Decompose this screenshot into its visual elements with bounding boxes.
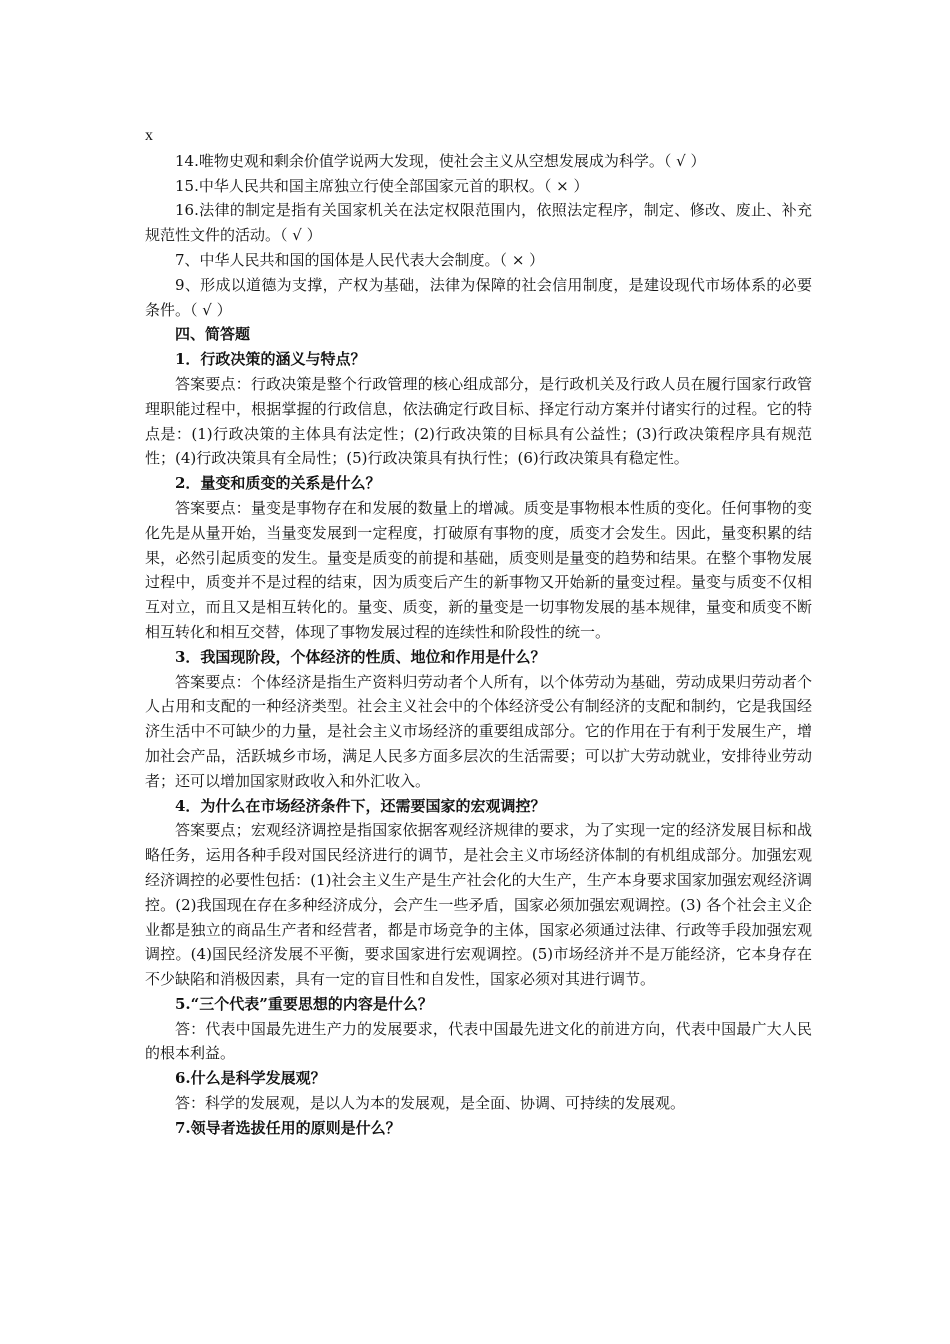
question-answer: 答案要点；宏观经济调控是指国家依据客观经济规律的要求，为了实现一定的经济发展目标和战略任务，运用各种手段对国民经济进行的调节，是社会主义市场经济体制的有机组成部分。加强宏观经济调控的必要性包括：(1)社会主义生产是生产社会化的大生产，生产本身要求国家加强宏观经济调控。(2)我国现在存在多种经济成分，会产生一些矛盾，国家必须加强宏观调控。(3) 各个社会主义企业都是独立的商品生产者和经营者，都是市场竞争的主体，国家必须通过法律、行政等手段加强宏观调控。(4)国民经济发展不平衡，要求国家进行宏观调控。(5)市场经济并不是万能经济，它本身存在不少缺陷和消极因素，具有一定的盲目性和自发性，国家必须对其进行调节。 xyxy=(145,821,812,989)
question-title: 3．我国现阶段，个体经济的性质、地位和作用是什么？ xyxy=(175,647,546,666)
true-false-item-7: 7、中华人民共和国的国体是人民代表大会制度。（ × ） xyxy=(175,250,545,269)
true-false-item-15: 15.中华人民共和国主席独立行使全部国家元首的职权。（ × ） xyxy=(175,176,589,195)
question-answer: 答案要点：量变是事物存在和发展的数量上的增减。质变是事物根本性质的变化。任何事物的变化先是从量开始，当量变发展到一定程度，打破原有事物的度，质变才会发生。因此，量变积累的结果，必然引起质变的发生。量变是质变的前提和基础，质变则是量变的趋势和结果。在整个事物发展过程中，质变并不是过程的结束，因为质变后产生的新事物又开始新的量变过程。量变与质变不仅相互对立，而且又是相互转化的。量变、质变，新的量变是一切事物发展的基本规律，量变和质变不断相互转化和相互交替，体现了事物发展过程的连续性和阶段性的统一。 xyxy=(145,498,812,641)
section-title: 四、简答题 xyxy=(175,325,251,344)
question-answer: 答：代表中国最先进生产力的发展要求，代表中国最先进文化的前进方向，代表中国最广大人民的根本利益。 xyxy=(145,1019,812,1063)
question-answer: 答案要点：行政决策是整个行政管理的核心组成部分，是行政机关及行政人员在履行国家行政管理职能过程中，根据掌握的行政信息，依法确定行政目标、择定行动方案并付诸实行的过程。它的特点是：(1)行政决策的主体具有法定性；(2)行政决策的目标具有公益性；(3)行政决策程序具有规范性；(4)行政决策具有全局性；(5)行政决策具有执行性；(6)行政决策具有稳定性。 xyxy=(145,374,812,468)
page-content xyxy=(145,124,812,1141)
question-title: 7.领导者选拔任用的原则是什么？ xyxy=(175,1118,401,1137)
question-answer: 答案要点：个体经济是指生产资料归劳动者个人所有，以个体劳动为基础，劳动成果归劳动者个人占用和支配的一种经济类型。社会主义社会中的个体经济受公有制经济的支配和制约，它是我国经济生活中不可缺少的力量，是社会主义市场经济的重要组成部分。它的作用在于有利于发展生产，增加社会产品，活跃城乡市场，满足人民多方面多层次的生活需要；可以扩大劳动就业，安排待业劳动者；还可以增加国家财政收入和外汇收入。 xyxy=(145,672,812,790)
question-title: 1．行政决策的涵义与特点？ xyxy=(175,350,366,369)
true-false-item-16: 16.法律的制定是指有关国家机关在法定权限范围内，依照法定程序，制定、修改、废止、补充规范性文件的活动。（ √ ） xyxy=(145,201,812,245)
question-title: 2．量变和质变的关系是什么？ xyxy=(175,474,381,493)
stray-mark: x xyxy=(145,127,153,144)
question-title: 4．为什么在市场经济条件下，还需要国家的宏观调控？ xyxy=(175,796,546,815)
question-answer: 答：科学的发展观，是以人为本的发展观，是全面、协调、可持续的发展观。 xyxy=(175,1094,686,1113)
true-false-item-9: 9、形成以道德为支撑，产权为基础，法律为保障的社会信用制度，是建设现代市场体系的必要条件。（ √ ） xyxy=(145,275,812,319)
question-title: 5.“三个代表”重要思想的内容是什么？ xyxy=(175,994,433,1013)
true-false-item-14: 14.唯物史观和剩余价值学说两大发现，使社会主义从空想发展成为科学。（ √ ） xyxy=(175,151,706,170)
question-title: 6.什么是科学发展观？ xyxy=(175,1069,326,1088)
